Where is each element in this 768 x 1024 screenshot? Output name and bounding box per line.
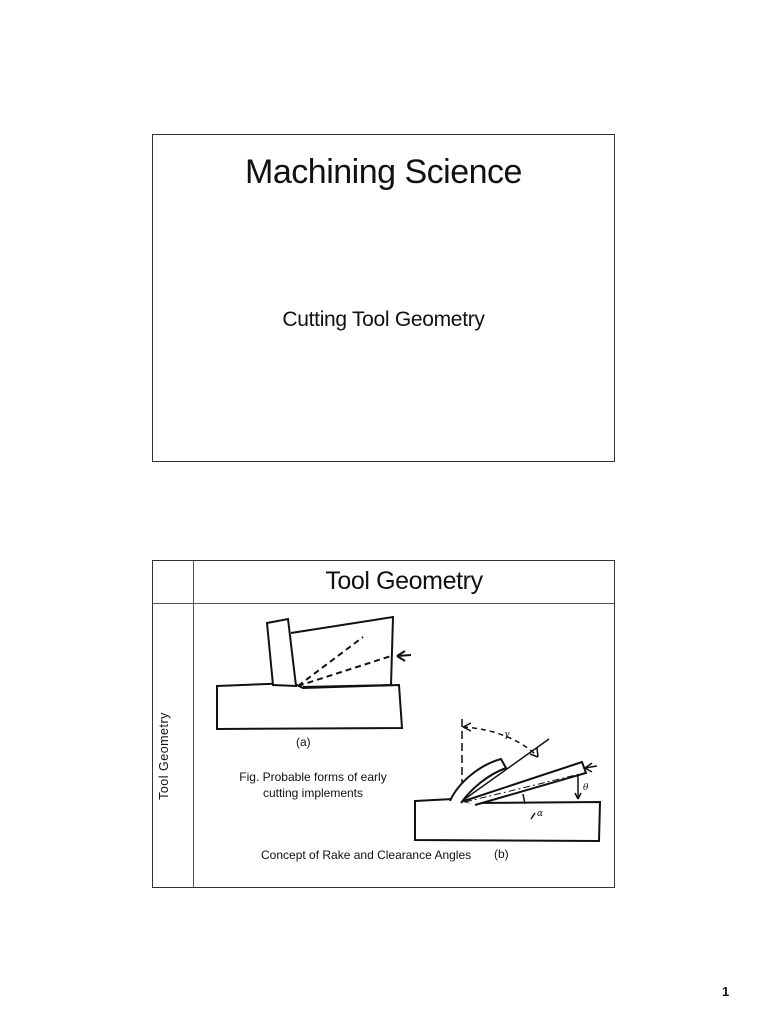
figure-a-label: (a) bbox=[296, 735, 311, 749]
slide-1 bbox=[152, 134, 615, 462]
sidebar-label: Tool Geometry bbox=[157, 712, 171, 800]
slide-1-title: Machining Science bbox=[245, 153, 522, 191]
alpha-label: α bbox=[537, 809, 544, 819]
page-number: 1 bbox=[722, 984, 730, 999]
cutting-tool-figure bbox=[153, 561, 614, 887]
slide-1-subtitle: Cutting Tool Geometry bbox=[282, 308, 485, 331]
figure-b-label: (b) bbox=[494, 847, 509, 861]
figure-b-caption: Concept of Rake and Clearance Angles bbox=[261, 848, 472, 862]
figure-caption: Fig. Probable forms of early cutting implements bbox=[239, 770, 387, 800]
figure-a-drawing bbox=[217, 617, 411, 729]
gamma-label: γ bbox=[504, 730, 510, 740]
theta-label: θ bbox=[583, 783, 589, 793]
slide-2 bbox=[152, 560, 615, 888]
slide-2-title: Tool Geometry bbox=[325, 567, 483, 595]
